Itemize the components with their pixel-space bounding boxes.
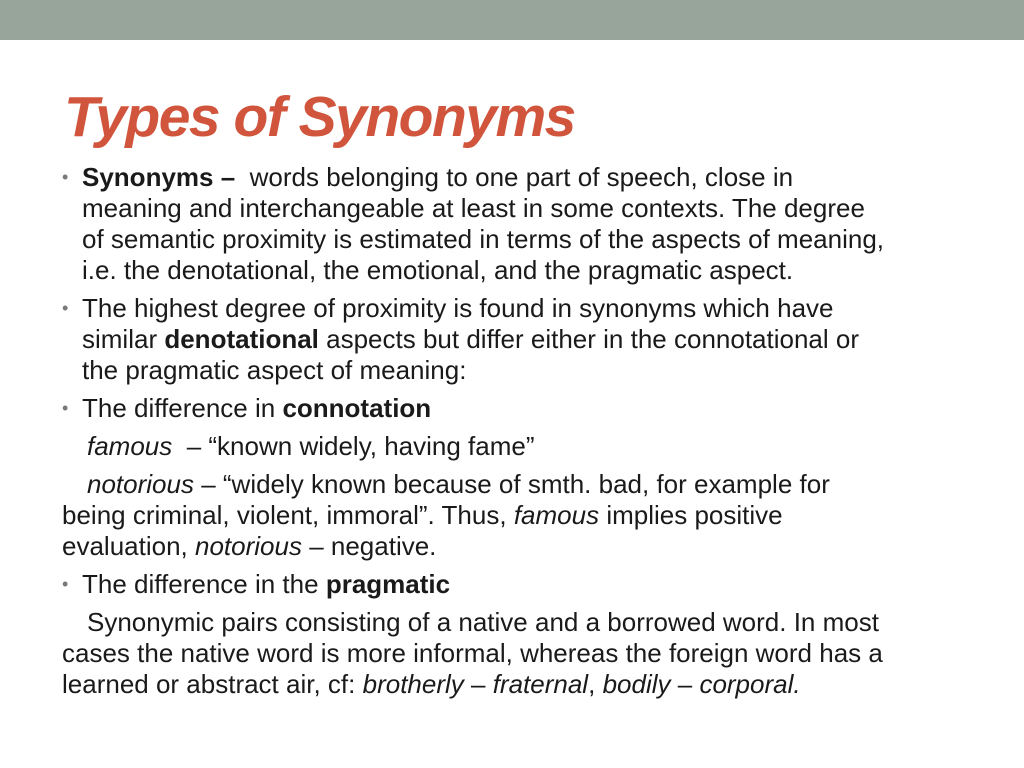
line	[82, 393, 982, 424]
bullet-connotation	[62, 393, 982, 424]
term-pragmatic: pragmatic	[325, 569, 451, 599]
text: – negative.	[309, 531, 437, 561]
term-denotational: denotational	[164, 324, 319, 354]
line	[62, 669, 982, 700]
line	[62, 531, 982, 562]
paragraph-native-borrowed	[62, 607, 982, 700]
bullet-dot-icon: •	[62, 398, 69, 418]
word-famous: famous	[513, 500, 600, 530]
text: The difference in the	[82, 569, 319, 599]
line: Synonymic pairs consisting of a native and a borrowed word. In most	[87, 607, 879, 637]
text: learned or abstract air, cf:	[62, 669, 356, 699]
text: aspects but differ either in the connotational or	[326, 324, 860, 354]
top-decorative-band	[0, 0, 1024, 40]
dash: –	[471, 669, 486, 699]
text: – “widely known because of smth. bad, for example for	[201, 469, 830, 499]
word-famous: famous	[87, 431, 173, 461]
line: The highest degree of proximity is found in synonyms which have	[82, 293, 834, 323]
text: words belonging to one part of speech, close in	[249, 162, 794, 192]
comma: ,	[588, 669, 596, 699]
slide-title: Types of Synonyms	[64, 85, 575, 149]
term-connotation: connotation	[282, 393, 432, 423]
line	[82, 162, 982, 193]
text: implies positive	[606, 500, 783, 530]
text: evaluation,	[62, 531, 188, 561]
text: similar	[82, 324, 158, 354]
line: i.e. the denotational, the emotional, and the pragmatic aspect.	[82, 255, 794, 285]
slide-body	[62, 162, 982, 707]
word-fraternal: fraternal	[492, 669, 589, 699]
word-notorious: notorious	[87, 469, 194, 499]
bullet-dot-icon: •	[62, 574, 69, 594]
text: The difference in	[82, 393, 276, 423]
text: being criminal, violent, immoral”. Thus,	[62, 500, 507, 530]
word-bodily: bodily	[602, 669, 671, 699]
line: cases the native word is more informal, whereas the foreign word has a	[62, 638, 883, 668]
line: of semantic proximity is estimated in terms of the aspects of meaning,	[82, 224, 885, 254]
word-corporal: corporal.	[699, 669, 801, 699]
bullet-dot-icon: •	[62, 298, 69, 318]
word-brotherly: brotherly	[362, 669, 464, 699]
dash: –	[677, 669, 693, 699]
bullet-synonyms-definition	[62, 162, 982, 286]
example-notorious	[62, 469, 982, 562]
term-synonyms: Synonyms –	[82, 162, 236, 192]
text: – “known widely, having fame”	[186, 431, 535, 461]
line	[62, 500, 982, 531]
bullet-proximity	[62, 293, 982, 386]
bullet-pragmatic	[62, 569, 982, 600]
line	[82, 569, 982, 600]
line: the pragmatic aspect of meaning:	[82, 355, 467, 385]
line	[82, 324, 982, 355]
line	[62, 469, 982, 500]
word-notorious: notorious	[195, 531, 302, 561]
bullet-dot-icon: •	[62, 167, 69, 187]
example-famous	[62, 431, 982, 462]
line: meaning and interchangeable at least in some contexts. The degree	[82, 193, 865, 223]
